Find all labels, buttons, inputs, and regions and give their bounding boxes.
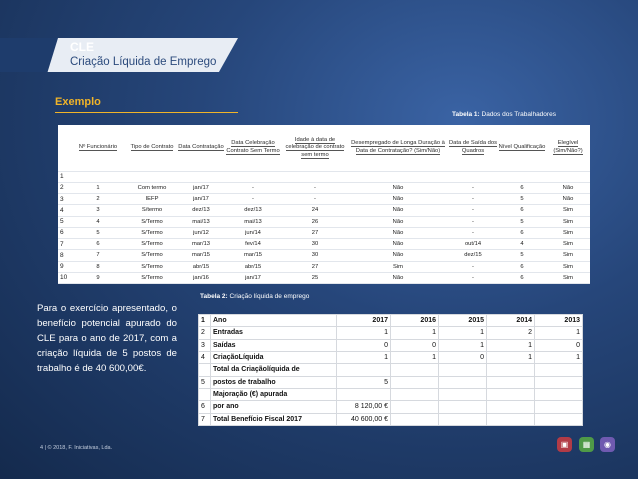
table2-cell: 1: [535, 327, 583, 339]
table1-cell: 9: [70, 272, 126, 283]
table2-cell: [391, 364, 439, 376]
table2-caption-label: Tabela 2:: [200, 293, 228, 300]
table2-caption: [200, 293, 309, 300]
table1-cell: [348, 171, 448, 182]
camera-icon[interactable]: ◉: [600, 437, 615, 452]
table1-row-number: 10: [58, 272, 70, 283]
table1-cell: 4: [70, 216, 126, 227]
table2-cell: 1: [487, 351, 535, 363]
table1-cell: Não: [348, 250, 448, 261]
section-underline: [55, 112, 238, 113]
table1-row: [58, 216, 590, 227]
table1-cell: 6: [498, 227, 546, 238]
table2-row-number: 3: [199, 339, 211, 351]
table1-cell: 5: [498, 194, 546, 205]
table1-cell: 30: [282, 250, 348, 261]
table2-row: [199, 315, 583, 327]
table2-row-label: Saídas: [211, 339, 337, 351]
table2-cell: 2015: [439, 315, 487, 327]
table1-cell: 27: [282, 261, 348, 272]
table1-cell: S/Termo: [126, 239, 178, 250]
section-heading: Exemplo: [55, 96, 101, 108]
table1: [58, 125, 590, 284]
table2-cell: 2017: [337, 315, 391, 327]
table2-cell: 1: [337, 327, 391, 339]
table1-header: Data Contratação: [178, 125, 224, 171]
footer-text: 4 | © 2018, F. Iniciativas, Lda.: [40, 445, 113, 451]
table1-row-number: 3: [58, 194, 70, 205]
table1-header: Nível Qualificação: [498, 125, 546, 171]
table1-cell: [282, 171, 348, 182]
table2-cell: [487, 413, 535, 425]
table2-cell: 0: [337, 339, 391, 351]
table1-cell: 8: [70, 261, 126, 272]
table1-row: [58, 205, 590, 216]
table2-cell: [439, 401, 487, 413]
table1-cell: 6: [498, 205, 546, 216]
table1-cell: abr/15: [178, 261, 224, 272]
table1-cell: dez/13: [178, 205, 224, 216]
table2-cell: [487, 388, 535, 400]
table1-cell: 6: [70, 239, 126, 250]
table2-row: [199, 364, 583, 376]
table1-row-number: 6: [58, 227, 70, 238]
table1-caption-text: Dados dos Trabalhadores: [479, 111, 556, 118]
table1-cell: [70, 171, 126, 182]
table1-cell: Não: [546, 182, 590, 193]
table2-cell: 0: [439, 351, 487, 363]
table2-cell: [439, 413, 487, 425]
table2-cell: [535, 364, 583, 376]
table2-cell: [487, 401, 535, 413]
table1-cell: jun/14: [224, 227, 282, 238]
table2-row-label: CriaçãoLíquida: [211, 351, 337, 363]
table2-cell: [487, 376, 535, 388]
table1-cell: -: [448, 194, 498, 205]
table1-cell: S/Termo: [126, 250, 178, 261]
table2-row-label: por ano: [211, 401, 337, 413]
table1-cell: abr/15: [224, 261, 282, 272]
table1-cell: dez/15: [448, 250, 498, 261]
table1-cell: 24: [282, 205, 348, 216]
table1-cell: Não: [348, 216, 448, 227]
table1-cell: 1: [70, 182, 126, 193]
table2-row-number: [199, 364, 211, 376]
table1-cell: jan/16: [178, 272, 224, 283]
title-code: CLE: [70, 40, 94, 54]
table1-header: Tipo de Contrato: [126, 125, 178, 171]
table2-row-label: Entradas: [211, 327, 337, 339]
table2-cell: 1: [391, 351, 439, 363]
table1-cell: 6: [498, 182, 546, 193]
table1-cell: 5: [498, 216, 546, 227]
table1-row-number: 2: [58, 182, 70, 193]
table2-cell: [535, 388, 583, 400]
table2-cell: [391, 413, 439, 425]
table1-header: Nº Funcionário: [70, 125, 126, 171]
table1-cell: [126, 171, 178, 182]
table2-row-label: Total Benefício Fiscal 2017: [211, 413, 337, 425]
table2-cell: 1: [535, 351, 583, 363]
table1-cell: -: [282, 182, 348, 193]
table2-cell: [535, 376, 583, 388]
table1-cell: [448, 171, 498, 182]
table1-cell: 26: [282, 216, 348, 227]
table2-cell: [439, 376, 487, 388]
table1-cell: -: [448, 227, 498, 238]
table2-row-number: 1: [199, 315, 211, 327]
table1-cell: Sim: [546, 261, 590, 272]
table2-row: [199, 339, 583, 351]
table1-cell: mar/13: [178, 239, 224, 250]
pdf-icon[interactable]: ▣: [557, 437, 572, 452]
table2-cell: 2013: [535, 315, 583, 327]
table2-row-label: Ano: [211, 315, 337, 327]
table1-row: [58, 227, 590, 238]
table1-cell: -: [224, 194, 282, 205]
table1-cell: Não: [348, 194, 448, 205]
table1-cell: 30: [282, 239, 348, 250]
table1-cell: -: [448, 182, 498, 193]
table2-row-number: [199, 388, 211, 400]
table1-cell: out/14: [448, 239, 498, 250]
table1-cell: IEFP: [126, 194, 178, 205]
table1-cell: 7: [70, 250, 126, 261]
table2-cell: 1: [439, 339, 487, 351]
table1-caption: [452, 111, 556, 118]
table1-cell: Sim: [546, 250, 590, 261]
table2-row-number: 6: [199, 401, 211, 413]
table1-caption-label: Tabela 1:: [452, 111, 480, 118]
table1-cell: [498, 171, 546, 182]
table1-corner: [58, 125, 70, 171]
table1-cell: Não: [348, 227, 448, 238]
table2-cell: [439, 388, 487, 400]
table2-row-number: 7: [199, 413, 211, 425]
table1-header: Elegível (Sim/Não?): [546, 125, 590, 171]
table1-cell: 3: [70, 205, 126, 216]
table1-cell: -: [448, 261, 498, 272]
table1-cell: Não: [348, 182, 448, 193]
table1-cell: jan/17: [178, 194, 224, 205]
table2-cell: 1: [337, 351, 391, 363]
summary-paragraph: Para o exercício apresentado, o benefício potencial apurado do CLE para o ano de 2017, com a criação líquida de 5 postos de trabalho é de 40 600,00€.: [37, 303, 177, 374]
table1-cell: Sim: [546, 216, 590, 227]
table2-cell: 8 120,00 €: [337, 401, 391, 413]
table1-cell: Sim: [546, 239, 590, 250]
table2-cell: 1: [487, 339, 535, 351]
table2-cell: [391, 376, 439, 388]
table2-cell: [487, 364, 535, 376]
table1-row: [58, 171, 590, 182]
table1-cell: jun/12: [178, 227, 224, 238]
table1-cell: -: [282, 194, 348, 205]
table1-cell: [178, 171, 224, 182]
title-subtitle: Criação Líquida de Emprego: [70, 56, 217, 68]
table2-cell: [337, 388, 391, 400]
table2-caption-text: Criação líquida de emprego: [227, 293, 310, 300]
table1-row: [58, 272, 590, 283]
table1-cell: S/Termo: [126, 261, 178, 272]
table1-cell: 4: [498, 239, 546, 250]
table1-header: Desempregado de Longa Duração à Data de Contratação? (Sim/Não): [348, 125, 448, 171]
table1-cell: [224, 171, 282, 182]
table1-header: Data de Saída dos Quadros: [448, 125, 498, 171]
table1-cell: Sim: [348, 261, 448, 272]
table1-cell: Não: [348, 239, 448, 250]
table1-header: Idade à data de celebração de contrato sem termo: [282, 125, 348, 171]
table1-row: [58, 239, 590, 250]
table2-cell: [535, 413, 583, 425]
table1-cell: jan/17: [178, 182, 224, 193]
table1-cell: S/Termo: [126, 216, 178, 227]
table2-cell: [535, 401, 583, 413]
table2: [198, 314, 582, 426]
table2-cell: 1: [391, 327, 439, 339]
table1-cell: Sim: [546, 272, 590, 283]
table2-cell: 2014: [487, 315, 535, 327]
table2-row-number: 2: [199, 327, 211, 339]
table2-row-label: Total da Criaçãolíquida de: [211, 364, 337, 376]
table1-cell: 6: [498, 261, 546, 272]
table1-cell: -: [224, 182, 282, 193]
table1-cell: -: [448, 272, 498, 283]
table1-cell: mar/15: [178, 250, 224, 261]
table2-row: [199, 413, 583, 425]
table2-cell: 5: [337, 376, 391, 388]
table1-cell: S/Termo: [126, 227, 178, 238]
table1-cell: mar/15: [224, 250, 282, 261]
table2-row: [199, 388, 583, 400]
table1-cell: Sim: [546, 205, 590, 216]
table2-cell: [391, 401, 439, 413]
table2-row-number: 4: [199, 351, 211, 363]
table1-cell: dez/13: [224, 205, 282, 216]
table1-cell: Não: [348, 272, 448, 283]
table1-cell: 5: [498, 250, 546, 261]
table1-cell: -: [448, 216, 498, 227]
table2-cell: [337, 364, 391, 376]
table1-row-number: 4: [58, 205, 70, 216]
table1-cell: Com termo: [126, 182, 178, 193]
table2-cell: 2: [487, 327, 535, 339]
table1-cell: S/Termo: [126, 272, 178, 283]
spreadsheet-icon[interactable]: ▦: [579, 437, 594, 452]
table1-row-number: 8: [58, 250, 70, 261]
table1-cell: Não: [546, 194, 590, 205]
table2-cell: [391, 388, 439, 400]
table2-cell: 0: [535, 339, 583, 351]
table2-row: [199, 401, 583, 413]
table1-cell: Não: [348, 205, 448, 216]
table2-row: [199, 376, 583, 388]
table1-row: [58, 261, 590, 272]
table1-row: [58, 182, 590, 193]
table2-cell: 1: [439, 327, 487, 339]
table1-row: [58, 250, 590, 261]
table1-row-number: 7: [58, 239, 70, 250]
table1-cell: 6: [498, 272, 546, 283]
table1-header: Data Celebração Contrato Sem Termo: [224, 125, 282, 171]
table2-row-number: 5: [199, 376, 211, 388]
table1-cell: jan/17: [224, 272, 282, 283]
table2-cell: 2016: [391, 315, 439, 327]
table1-row-number: 9: [58, 261, 70, 272]
table1-cell: Sim: [546, 227, 590, 238]
table1-cell: 2: [70, 194, 126, 205]
table1-cell: 25: [282, 272, 348, 283]
table1-cell: 5: [70, 227, 126, 238]
table2-cell: 40 600,00 €: [337, 413, 391, 425]
table2-cell: 0: [391, 339, 439, 351]
table1-cell: [546, 171, 590, 182]
table2-row-label: postos de trabalho: [211, 376, 337, 388]
table1-row: [58, 194, 590, 205]
table1-cell: fev/14: [224, 239, 282, 250]
table2-cell: [439, 364, 487, 376]
table1-cell: 27: [282, 227, 348, 238]
table1-cell: -: [448, 205, 498, 216]
table1-cell: mai/13: [224, 216, 282, 227]
table2-row: [199, 351, 583, 363]
table2-row: [199, 327, 583, 339]
table2-row-label: Majoração (€) apurada: [211, 388, 337, 400]
table1-cell: S/termo: [126, 205, 178, 216]
table1-row-number: 5: [58, 216, 70, 227]
table1-cell: mai/13: [178, 216, 224, 227]
table1-row-number: 1: [58, 171, 70, 182]
